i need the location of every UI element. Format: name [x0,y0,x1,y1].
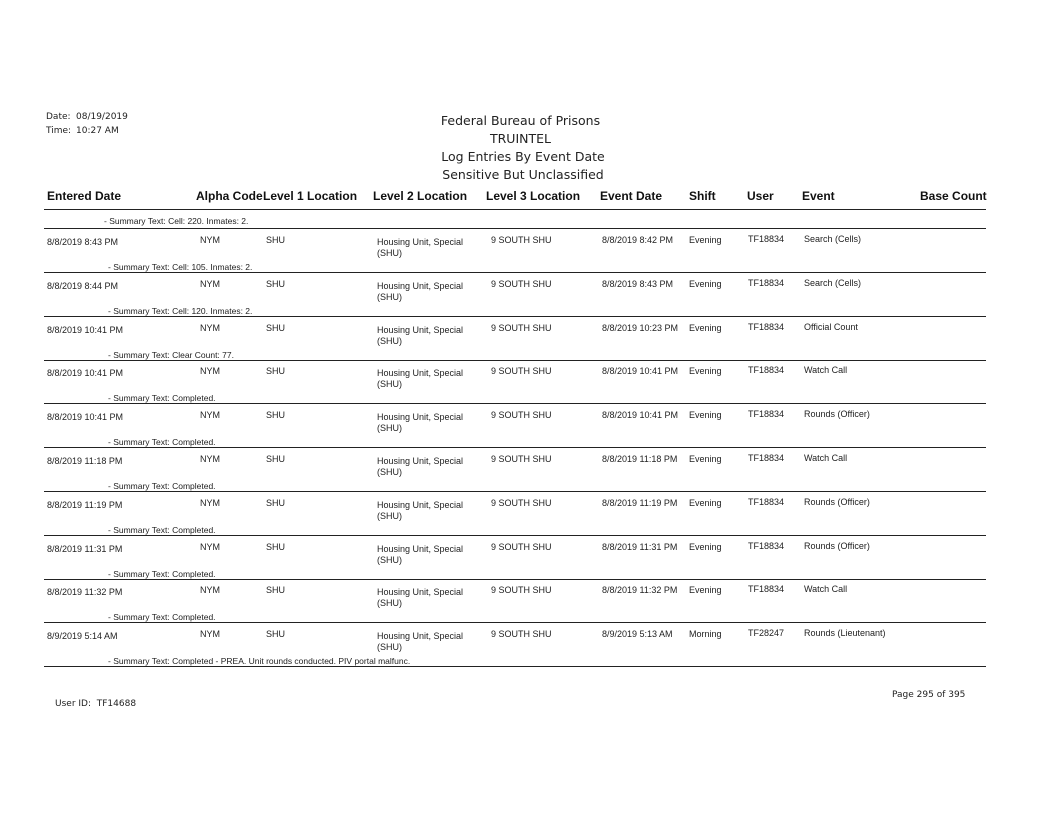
col-base-count: Base Count [920,189,987,203]
level2-location: Housing Unit, Special [377,587,464,597]
summary-text: - Summary Text: Clear Count: 77. [108,350,234,360]
row-rule [44,579,986,580]
alpha-code: NYM [200,585,220,595]
summary-text: - Summary Text: Cell: 105. Inmates: 2. [108,262,253,272]
user-id: TF18834 [748,497,785,507]
level2-location: Housing Unit, Special [377,368,464,378]
level3-location: 9 SOUTH SHU [491,629,552,639]
event-type: Search (Cells) [804,234,862,244]
level2-location: Housing Unit, Special [377,456,464,466]
level1-location: SHU [266,454,286,464]
date-label: Date: [46,112,71,122]
time-value: 10:27 AM [76,126,119,136]
event-date: 8/8/2019 8:43 PM [602,279,674,289]
level2-location-abbrev: (SHU) [377,336,402,346]
level2-location-abbrev: (SHU) [377,248,402,258]
entered-date: 8/9/2019 5:14 AM [47,631,118,641]
page-number: Page 295 of 395 [892,690,966,700]
level2-location-abbrev: (SHU) [377,555,402,565]
summary-text: - Summary Text: Cell: 220. Inmates: 2. [104,216,249,226]
alpha-code: NYM [200,279,220,289]
user-id: TF18834 [748,234,785,244]
alpha-code: NYM [200,235,220,245]
alpha-code: NYM [200,410,220,420]
alpha-code: NYM [200,629,220,639]
summary-text: - Summary Text: Completed. [108,525,216,535]
row-rule [44,622,986,623]
event-type: Watch Call [804,365,848,375]
col-level1-location: Level 1 Location [263,189,358,203]
header-rule [44,209,986,210]
row-rule [44,666,986,667]
entered-date: 8/8/2019 11:19 PM [47,500,123,510]
summary-text: - Summary Text: Cell: 120. Inmates: 2. [108,306,253,316]
alpha-code: NYM [200,366,220,376]
user-id: TF18834 [748,409,785,419]
row-rule [44,447,986,448]
level1-location: SHU [266,323,286,333]
entered-date: 8/8/2019 11:32 PM [47,587,123,597]
col-shift: Shift [689,189,716,203]
summary-text: - Summary Text: Completed. [108,569,216,579]
level3-location: 9 SOUTH SHU [491,542,552,552]
event-type: Watch Call [804,584,848,594]
level3-location: 9 SOUTH SHU [491,410,552,420]
level1-location: SHU [266,498,286,508]
row-rule [44,272,986,273]
event-type: Official Count [804,322,858,332]
alpha-code: NYM [200,498,220,508]
user-id: TF28247 [748,628,785,638]
event-date: 8/9/2019 5:13 AM [602,629,673,639]
col-alpha-code: Alpha Code [196,189,263,203]
title-classification: Sensitive But Unclassified [442,167,604,182]
shift: Evening [689,542,722,552]
shift: Evening [689,410,722,420]
level3-location: 9 SOUTH SHU [491,498,552,508]
row-rule [44,360,986,361]
shift: Evening [689,498,722,508]
col-user: User [747,189,774,203]
level1-location: SHU [266,410,286,420]
row-rule [44,403,986,404]
row-rule [44,316,986,317]
event-type: Rounds (Officer) [804,497,870,507]
shift: Evening [689,323,722,333]
shift: Evening [689,585,722,595]
event-type: Rounds (Lieutenant) [804,628,886,638]
entered-date: 8/8/2019 10:41 PM [47,325,124,335]
level1-location: SHU [266,585,286,595]
entered-date: 8/8/2019 10:41 PM [47,412,124,422]
level2-location-abbrev: (SHU) [377,379,402,389]
user-id: TF18834 [748,322,785,332]
level1-location: SHU [266,235,286,245]
col-entered-date: Entered Date [47,189,122,203]
level1-location: SHU [266,629,286,639]
entered-date: 8/8/2019 8:44 PM [47,281,119,291]
level2-location: Housing Unit, Special [377,631,464,641]
event-date: 8/8/2019 8:42 PM [602,235,674,245]
level2-location-abbrev: (SHU) [377,642,402,652]
entered-date: 8/8/2019 11:18 PM [47,456,123,466]
event-date: 8/8/2019 11:18 PM [602,454,678,464]
event-type: Search (Cells) [804,278,862,288]
summary-text: - Summary Text: Completed. [108,393,216,403]
shift: Evening [689,279,722,289]
shift: Evening [689,235,722,245]
level3-location: 9 SOUTH SHU [491,454,552,464]
user-id-label: User ID: [55,699,91,709]
level2-location-abbrev: (SHU) [377,598,402,608]
level3-location: 9 SOUTH SHU [491,366,552,376]
entered-date: 8/8/2019 10:41 PM [47,368,124,378]
entered-date: 8/8/2019 11:31 PM [47,544,123,554]
level3-location: 9 SOUTH SHU [491,323,552,333]
level2-location-abbrev: (SHU) [377,511,402,521]
row-rule [44,228,986,229]
level1-location: SHU [266,542,286,552]
alpha-code: NYM [200,542,220,552]
footer-user [55,699,136,709]
shift: Morning [689,629,722,639]
summary-text: - Summary Text: Completed - PREA. Unit rounds conducted. PIV portal malfunc. [108,656,411,666]
date-value: 08/19/2019 [76,112,128,122]
report-title [0,112,1056,184]
user-id-value: TF14688 [96,699,137,709]
level2-location: Housing Unit, Special [377,325,464,335]
level1-location: SHU [266,279,286,289]
entered-date: 8/8/2019 8:43 PM [47,237,119,247]
col-level3-location: Level 3 Location [486,189,581,203]
row-rule [44,535,986,536]
event-date: 8/8/2019 10:41 PM [602,410,679,420]
level2-location: Housing Unit, Special [377,281,464,291]
title-report: Log Entries By Event Date [441,149,605,164]
level2-location-abbrev: (SHU) [377,423,402,433]
level2-location: Housing Unit, Special [377,237,464,247]
level3-location: 9 SOUTH SHU [491,585,552,595]
title-system: TRUINTEL [489,131,551,146]
event-date: 8/8/2019 10:23 PM [602,323,679,333]
summary-text: - Summary Text: Completed. [108,481,216,491]
event-type: Watch Call [804,453,848,463]
title-agency: Federal Bureau of Prisons [440,113,601,128]
col-event-date: Event Date [600,189,663,203]
shift: Evening [689,366,722,376]
user-id: TF18834 [748,365,785,375]
user-id: TF18834 [748,453,785,463]
event-date: 8/8/2019 10:41 PM [602,366,679,376]
col-level2-location: Level 2 Location [373,189,468,203]
level3-location: 9 SOUTH SHU [491,235,552,245]
event-date: 8/8/2019 11:19 PM [602,498,678,508]
level2-location: Housing Unit, Special [377,412,464,422]
summary-text: - Summary Text: Completed. [108,437,216,447]
row-rule [44,491,986,492]
alpha-code: NYM [200,323,220,333]
time-label: Time: [46,126,72,136]
level2-location-abbrev: (SHU) [377,292,402,302]
level1-location: SHU [266,366,286,376]
shift: Evening [689,454,722,464]
event-type: Rounds (Officer) [804,541,870,551]
level2-location: Housing Unit, Special [377,500,464,510]
level3-location: 9 SOUTH SHU [491,279,552,289]
summary-text: - Summary Text: Completed. [108,612,216,622]
user-id: TF18834 [748,584,785,594]
alpha-code: NYM [200,454,220,464]
event-date: 8/8/2019 11:31 PM [602,542,678,552]
user-id: TF18834 [748,541,785,551]
col-event: Event [802,189,835,203]
level2-location-abbrev: (SHU) [377,467,402,477]
event-type: Rounds (Officer) [804,409,870,419]
level2-location: Housing Unit, Special [377,544,464,554]
user-id: TF18834 [748,278,785,288]
event-date: 8/8/2019 11:32 PM [602,585,678,595]
